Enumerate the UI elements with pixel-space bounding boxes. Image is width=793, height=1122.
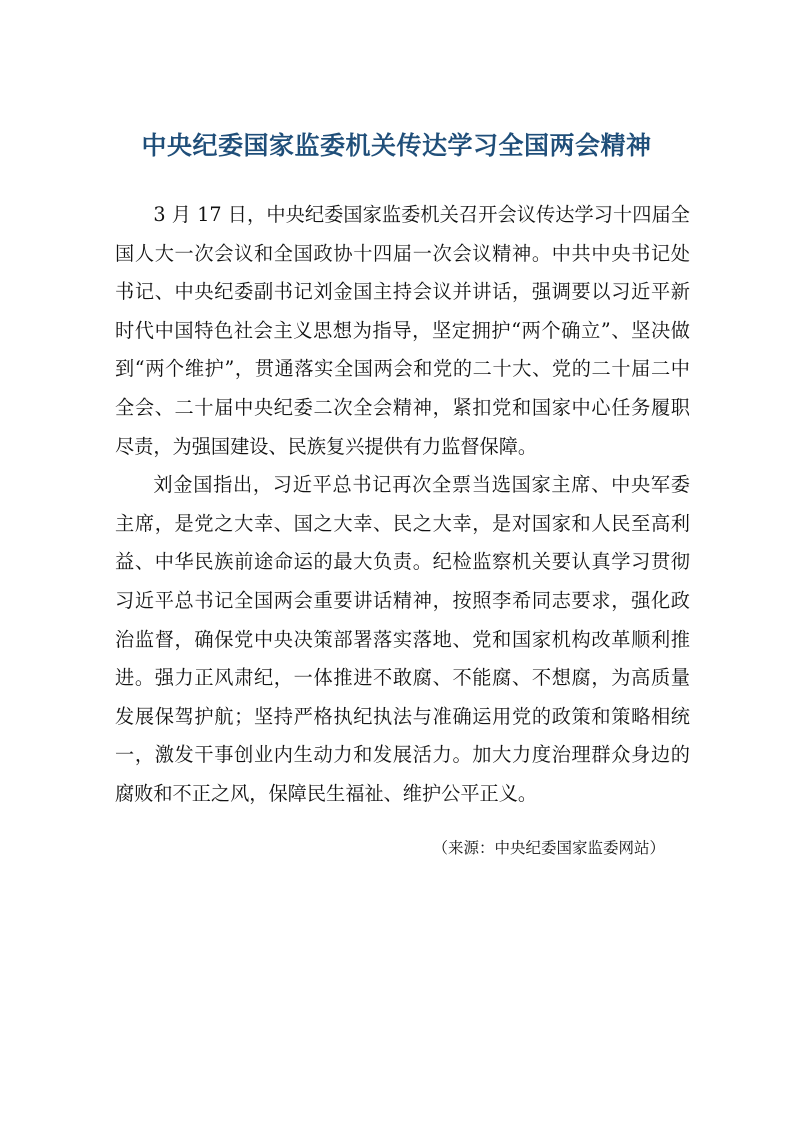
- paragraph-1: 3 月 17 日，中央纪委国家监委机关召开会议传达学习十四届全国人大一次会议和全国政协十四届一次会议精神。中共中央书记处书记、中央纪委副书记刘金国主持会议并讲话，强调要以习近平新时代中国特色社会主义思想为指导，坚定拥护“两个确立”、坚决做到“两个维护”，贯通落实全国两会和党的二十大、党的二十届二中全会、二十届中央纪委二次全会精神，紧扣党和国家中心任务履职尽责，为强国建设、民族复兴提供有力监督保障。: [115, 203, 690, 458]
- source-note: （来源：中央纪委国家监委网站）: [432, 839, 665, 857]
- paragraph-2: 刘金国指出，习近平总书记再次全票当选国家主席、中央军委主席，是党之大幸、国之大幸、民之大幸，是对国家和人民至高利益、中华民族前途命运的最大负责。纪检监察机关要认真学习贯彻习近平总书记全国两会重要讲话精神，按照李希同志要求，强化政治监督，确保党中央决策部署落实落地、党和国家机构改革顺利推进。强力正风肃纪，一体推进不敢腐、不能腐、不想腐，为高质量发展保驾护航；坚持严格执纪执法与准确运用党的政策和策略相统一，激发干事创业内生动力和发展活力。加大力度治理群众身边的腐败和不正之风，保障民生福祉、维护公平正义。: [115, 473, 690, 805]
- article-body: [115, 196, 690, 814]
- article-title: 中央纪委国家监委机关传达学习全国两会精神: [141, 131, 652, 160]
